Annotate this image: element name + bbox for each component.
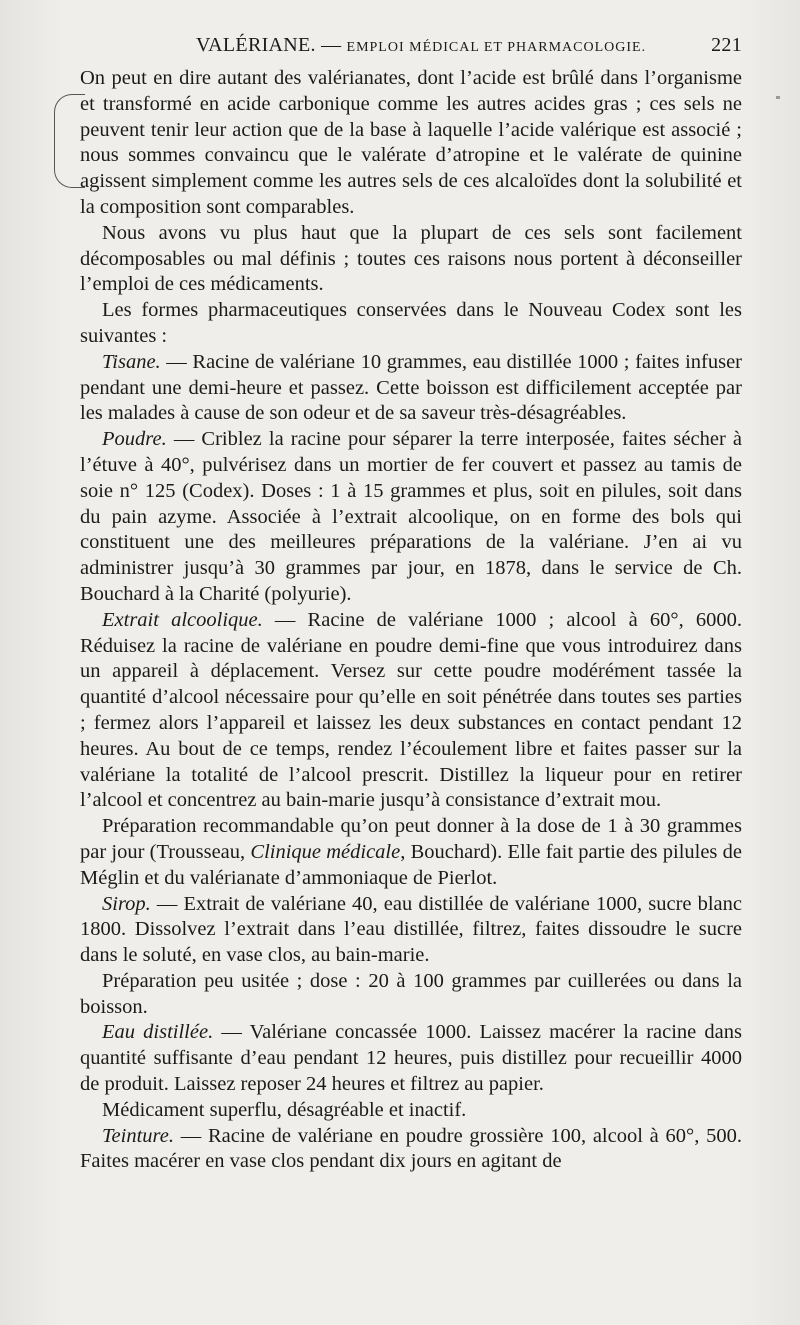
text-sirop: — Extrait de valériane 40, eau distillée de valériane 1000, sucre blanc 1800. Dissolvez l’extrait dans l’eau distillée, filtrez, faites dissoudre le sucre dans le soluté, en vase clos, au bain-marie. [80,892,742,967]
running-title [196,34,646,57]
text-eau-distillee: — Valériane concassée 1000. Laissez macérer la racine dans quantité suffisante d’eau pendant 12 heures, puis distillez pour recueillir 4000 de produit. Laissez reposer 24 heures et filtrez au papier. [80,1021,742,1096]
text-prep1-b: , Bouchard). Elle fait partie des pilules de Méglin et du valérianate d’ammoniaque de Pierlot. [80,840,742,889]
label-extrait: Extrait alcoolique. [102,608,263,631]
label-teinture: Teinture. [102,1124,174,1147]
paragraph-medicament-superflu: Médicament superflu, désagréable et inactif. [102,1098,467,1121]
paragraph-decomposables: Nous avons vu plus haut que la plupart de ces sels sont facilement décomposables ou mal définis ; toutes ces raisons nous portent à déconseiller l’emploi de ces médicaments. [80,221,742,296]
paragraph-extrait [80,608,742,814]
paragraph-formes: Les formes pharmaceutiques conservées dans le Nouveau Codex sont les suivantes : [80,299,742,347]
text-extrait: — Racine de valériane 1000 ; alcool à 60°, 6000. Réduisez la racine de valériane en poudre demi-fine que vous introduirez dans un appareil à déplacement. Versez sur cette poudre modérément tassée la quantité d’alcool nécessaire pour qu’elle en soit pénétrée dans toutes ses parties ; fermez alors l’appareil et laissez les deux substances en contact pendant 12 heures. Au bout de ce temps, rendez l’écoulement libre et faites passer sur la valériane la totalité de l’alcool prescrit. Distillez la liqueur pour en retirer l’alcool et concentrez au bain-marie jusqu’à consistance d’extrait mou. [80,608,742,812]
label-sirop: Sirop. [102,892,151,915]
paragraph-sirop [80,892,742,969]
page-number: 221 [711,34,742,56]
text-prep1-a: Préparation recommandable qu’on peut donner à la dose de 1 à 30 grammes par jour (Trousseau, [80,815,742,863]
label-eau-distillee: Eau distillée. [102,1021,214,1044]
label-poudre: Poudre. [102,428,167,451]
paragraph-eau-distillee [80,1020,742,1097]
running-title-main: VALÉRIANE. — [196,34,342,56]
citation-clinique: Clinique médicale [250,840,401,863]
paragraph-preparation-recommandable [80,814,742,891]
margin-speck [776,96,780,99]
text-tisane: — Racine de valériane 10 grammes, eau distillée 1000 ; faites infuser pendant une demi-heure et passez. Cette boisson est difficilement acceptée par les malades à cause de son odeur et de sa saveur très-désagréables. [80,350,742,425]
paragraph-preparation-peu-usitee: Préparation peu usitée ; dose : 20 à 100 grammes par cuillerées ou dans la boisson. [80,969,742,1018]
paragraph-valerianates: On peut en dire autant des valérianates, dont l’acide est brûlé dans l’organisme et transformé en acide carbonique comme les autres acides gras ; ces sels ne peuvent tenir leur action que de la base à laquelle l’acide valérique est associé ; nous sommes convaincu que le valérate d’atropine et le valérate de quinine agissent simplement comme les autres sels de ces alcaloïdes dont la solubilité et la composition sont comparables. [80,67,742,218]
running-header [80,34,744,60]
paragraph-teinture [80,1124,742,1176]
text-poudre: — Criblez la racine pour séparer la terre interposée, faites sécher à l’étuve à 40°, pulvérisez dans un mortier de fer couvert et passez au tamis de soie n° 125 (Codex). Doses : 1 à 15 grammes et plus, soit en pilules, soit dans du pain azyme. Associée à l’extrait alcoolique, on en forme des bols qui constituent une des meilleures préparations de la valériane. J’en ai vu administrer jusqu’à 30 grammes par jour, en 1878, dans le service de Ch. Bouchard à la Charité (polyurie). [80,428,742,605]
page-body [80,66,742,1175]
paragraph-tisane [80,350,742,427]
text-teinture: — Racine de valériane en poudre grossière 100, alcool à 60°, 500. Faites macérer en vase clos pendant dix jours en agitant de [80,1124,742,1173]
label-tisane: Tisane. [102,350,161,373]
paragraph-poudre [80,427,742,608]
running-title-rest: EMPLOI MÉDICAL ET PHARMACOLOGIE. [346,40,647,55]
